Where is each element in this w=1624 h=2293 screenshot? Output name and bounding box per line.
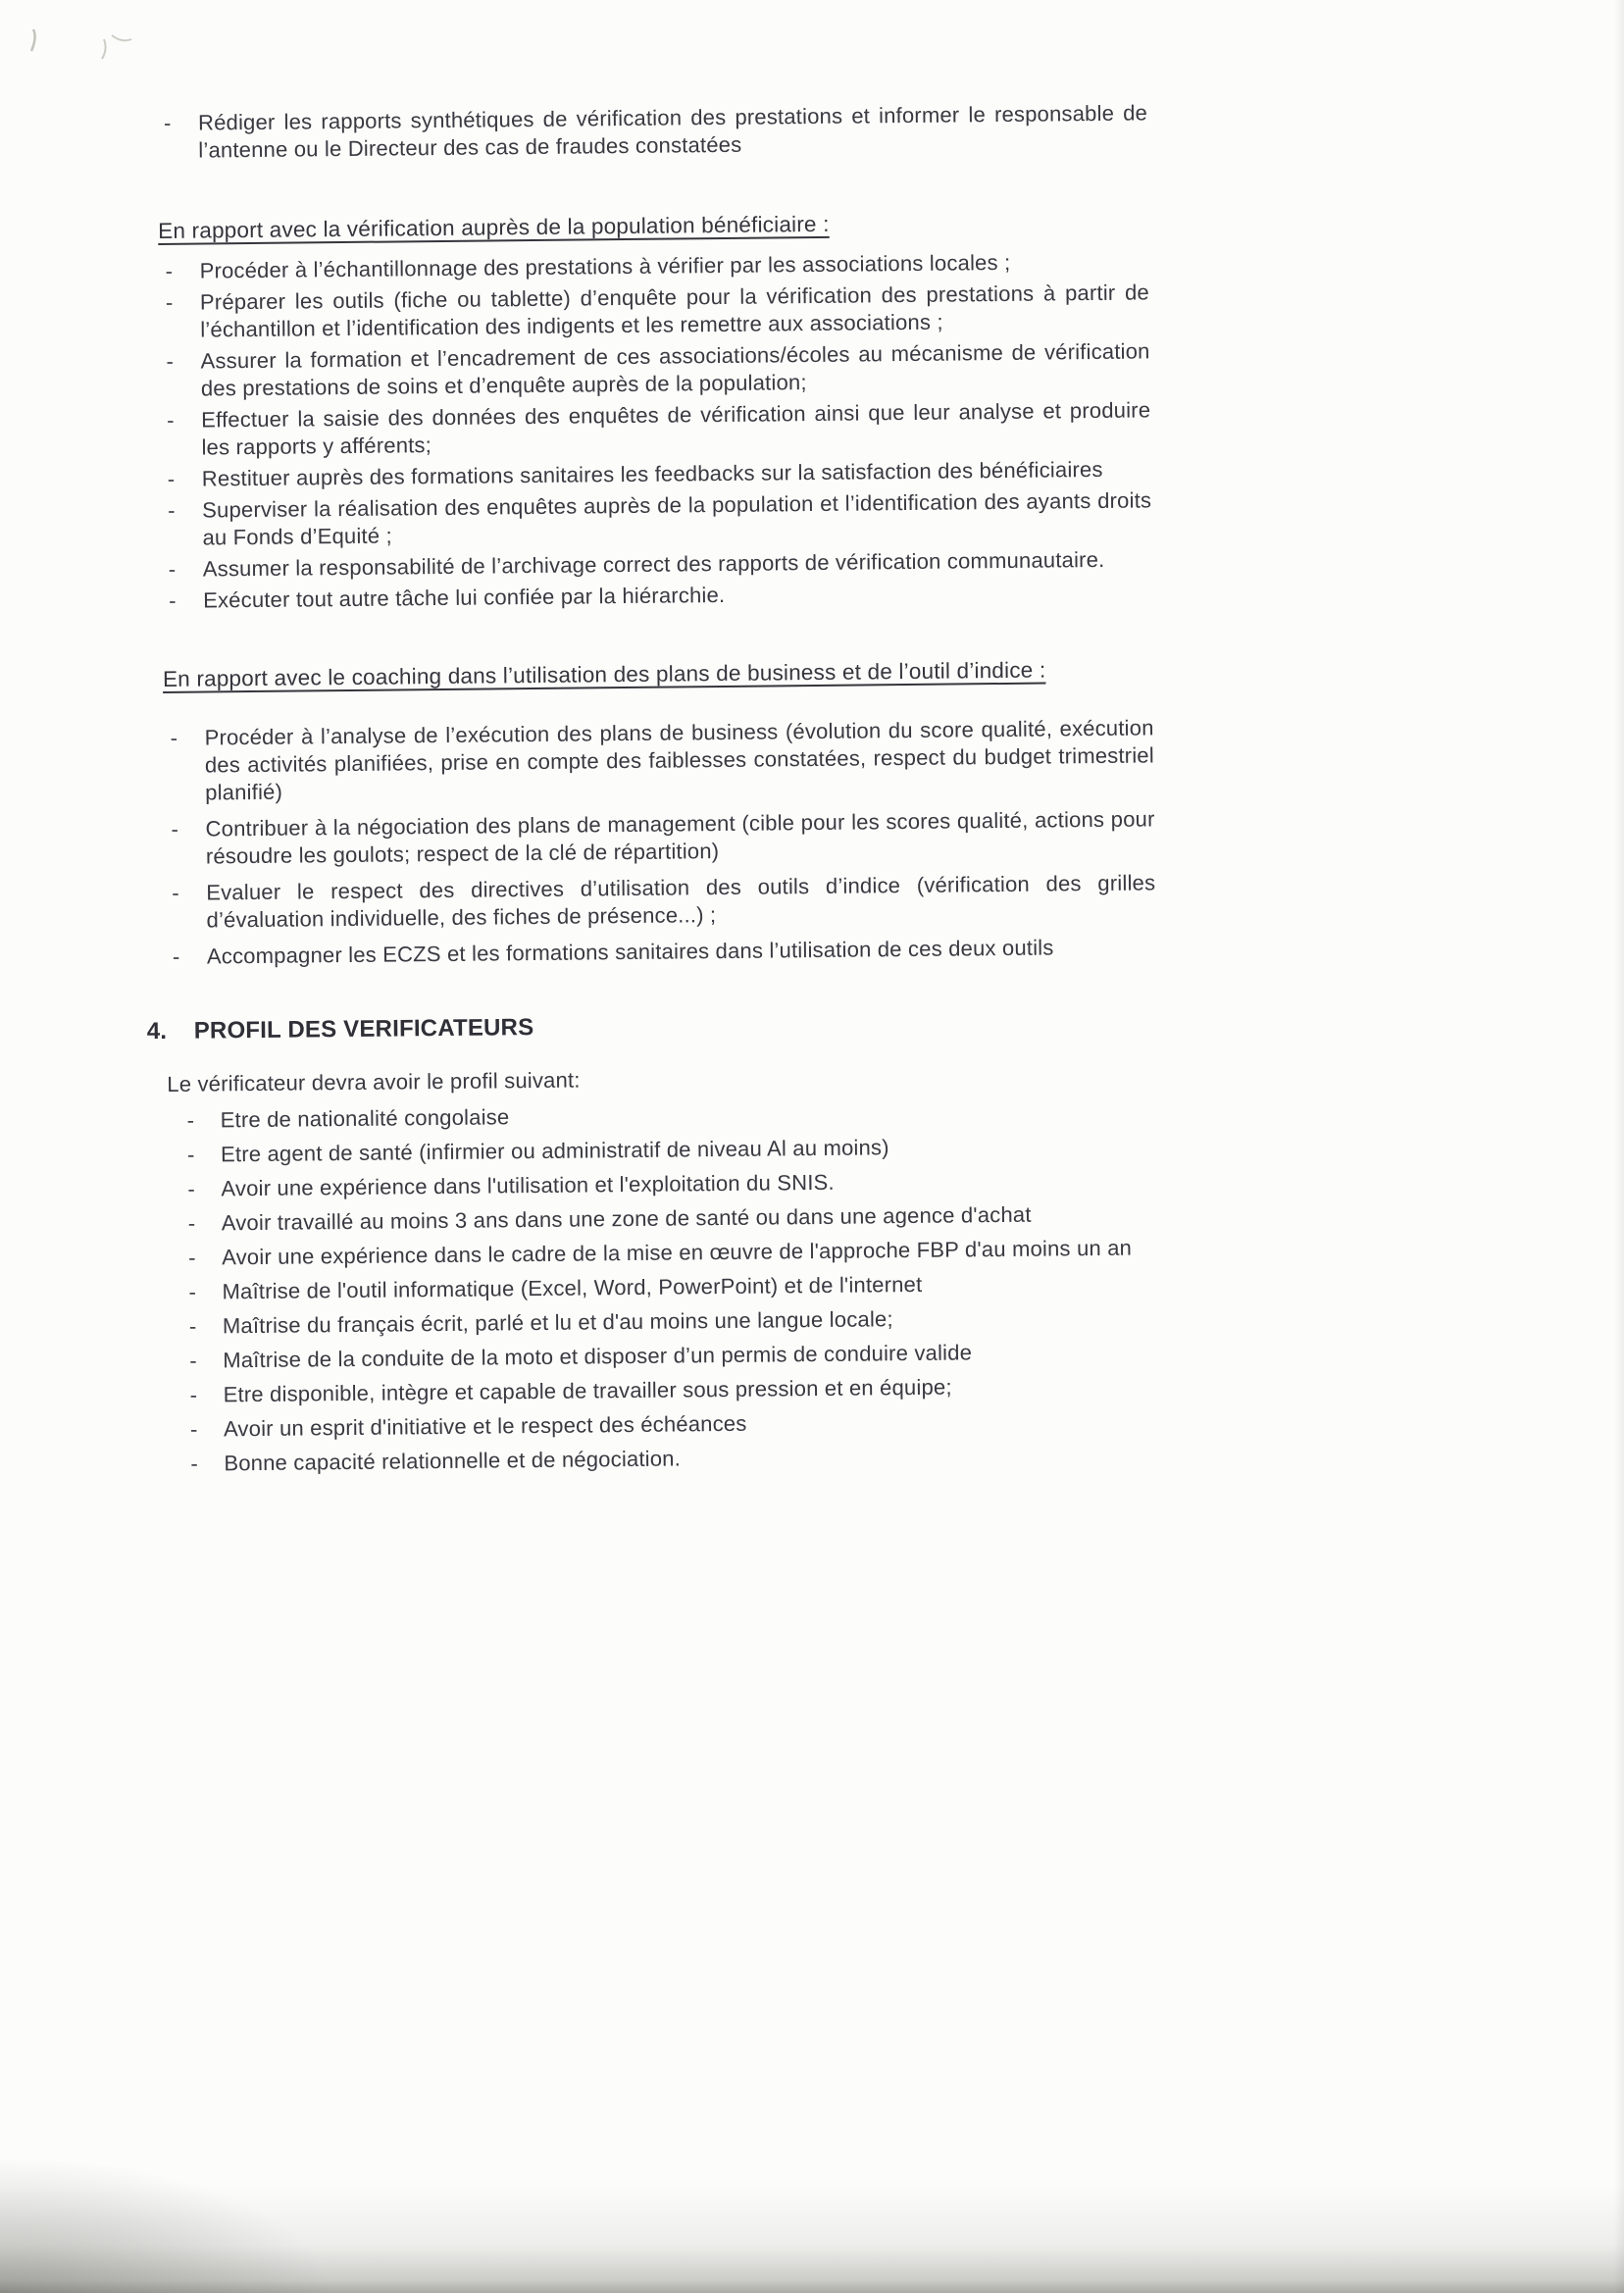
profile-bullet-list bbox=[168, 1096, 1162, 1478]
section-heading-coaching: En rapport avec le coaching dans l’utilisation des plans de business et de l’outil d’indice : bbox=[162, 657, 1046, 691]
bullet-item: - Evaluer le respect des directives d’utilisation des outils d’indice (vérification des grilles d’évaluation individuelle, des fiches de présence...) ; bbox=[165, 869, 1156, 935]
bullet-item: - Effectuer la saisie des données des enquêtes de vérification ainsi que leur analyse et produire les rapports y afférents; bbox=[160, 396, 1151, 462]
section-heading-population-verification: En rapport avec la vérification auprès de la population bénéficiaire : bbox=[158, 211, 830, 243]
scan-shadow-bottom bbox=[0, 2185, 1624, 2293]
bullet-item: - Superviser la réalisation des enquêtes auprès de la population et l’identification des ayants droits au Fonds d’Equité ; bbox=[161, 486, 1152, 552]
document-content bbox=[146, 0, 1162, 1485]
bullet-item: - Avoir un esprit d'initiative et le respect des échéances bbox=[171, 1405, 1161, 1444]
section-number: 4. bbox=[146, 1017, 168, 1045]
profile-intro-line: Le vérificateur devra avoir le profil suivant: bbox=[167, 1067, 581, 1096]
bullet-item: - Contribuer à la négociation des plans de management (cible pour les scores qualité, actions pour résoudre les goulots; respect de la clé de répartition) bbox=[164, 805, 1155, 871]
population-verification-bullet-list bbox=[158, 247, 1152, 615]
intro-bullet-list bbox=[157, 99, 1148, 165]
bullet-item: - Avoir une expérience dans l'utilisation et l'exploitation du SNIS. bbox=[168, 1165, 1158, 1203]
bullet-item: - Assurer la formation et l’encadrement de ces associations/écoles au mécanisme de vérification des prestations de soins et d’enquête auprès de la population; bbox=[159, 337, 1150, 403]
bullet-item: - Avoir travaillé au moins 3 ans dans une zone de santé ou dans une agence d'achat bbox=[169, 1199, 1159, 1238]
pencil-marks-icon bbox=[18, 14, 175, 82]
bullet-item: - Exécuter tout autre tâche lui confiée par la hiérarchie. bbox=[162, 577, 1152, 615]
bullet-item: - Procéder à l’analyse de l’exécution des plans de business (évolution du score qualité, exécution des activités planifiées, prise en compte des faiblesses constatées, respect du budget trimestriel planifié) bbox=[163, 714, 1154, 807]
bullet-item: - Maîtrise de l'outil informatique (Excel, Word, PowerPoint) et de l'internet bbox=[169, 1268, 1159, 1306]
bullet-item: - Etre agent de santé (infirmier ou administratif de niveau Al au moins) bbox=[168, 1131, 1158, 1169]
section-heading-profil-verificateurs bbox=[147, 1007, 1157, 1045]
bullet-item: - Etre de nationalité congolaise bbox=[168, 1096, 1158, 1135]
bullet-item: - Etre disponible, intègre et capable de travailler sous pression et en équipe; bbox=[170, 1371, 1160, 1409]
scan-shadow-right bbox=[1614, 0, 1624, 2293]
bullet-item: - Préparer les outils (fiche ou tablette) d’enquête pour la vérification des prestations à partir de l’échantillon et l’identification des indigents et les remettre aux associations ; bbox=[159, 279, 1150, 344]
bullet-item: - Maîtrise de la conduite de la moto et disposer d’un permis de conduire valide bbox=[170, 1337, 1160, 1375]
bullet-item: - Assumer la responsabilité de l’archivage correct des rapports de vérification communautaire. bbox=[162, 545, 1152, 584]
bullet-item: - Avoir une expérience dans le cadre de la mise en œuvre de l'approche FBP d'au moins un an bbox=[169, 1234, 1159, 1272]
bullet-item: - Rédiger les rapports synthétiques de vérification des prestations et informer le responsable de l’antenne ou le Directeur des cas de fraudes constatées bbox=[157, 99, 1148, 165]
bullet-item: - Procéder à l’échantillonnage des prestations à vérifier par les associations locales ; bbox=[158, 247, 1148, 285]
coaching-bullet-list bbox=[163, 714, 1156, 971]
section-title: PROFIL DES VERIFICATEURS bbox=[193, 1014, 534, 1045]
bullet-item: - Bonne capacité relationnelle et de négociation. bbox=[171, 1440, 1161, 1478]
bullet-item: - Maîtrise du français écrit, parlé et lu et d'au moins une langue locale; bbox=[170, 1302, 1160, 1341]
bullet-item: - Restituer auprès des formations sanitaires les feedbacks sur la satisfaction des bénéficiaires bbox=[161, 455, 1151, 493]
bullet-item: - Accompagner les ECZS et les formations sanitaires dans l’utilisation de ces deux outils bbox=[166, 933, 1156, 971]
